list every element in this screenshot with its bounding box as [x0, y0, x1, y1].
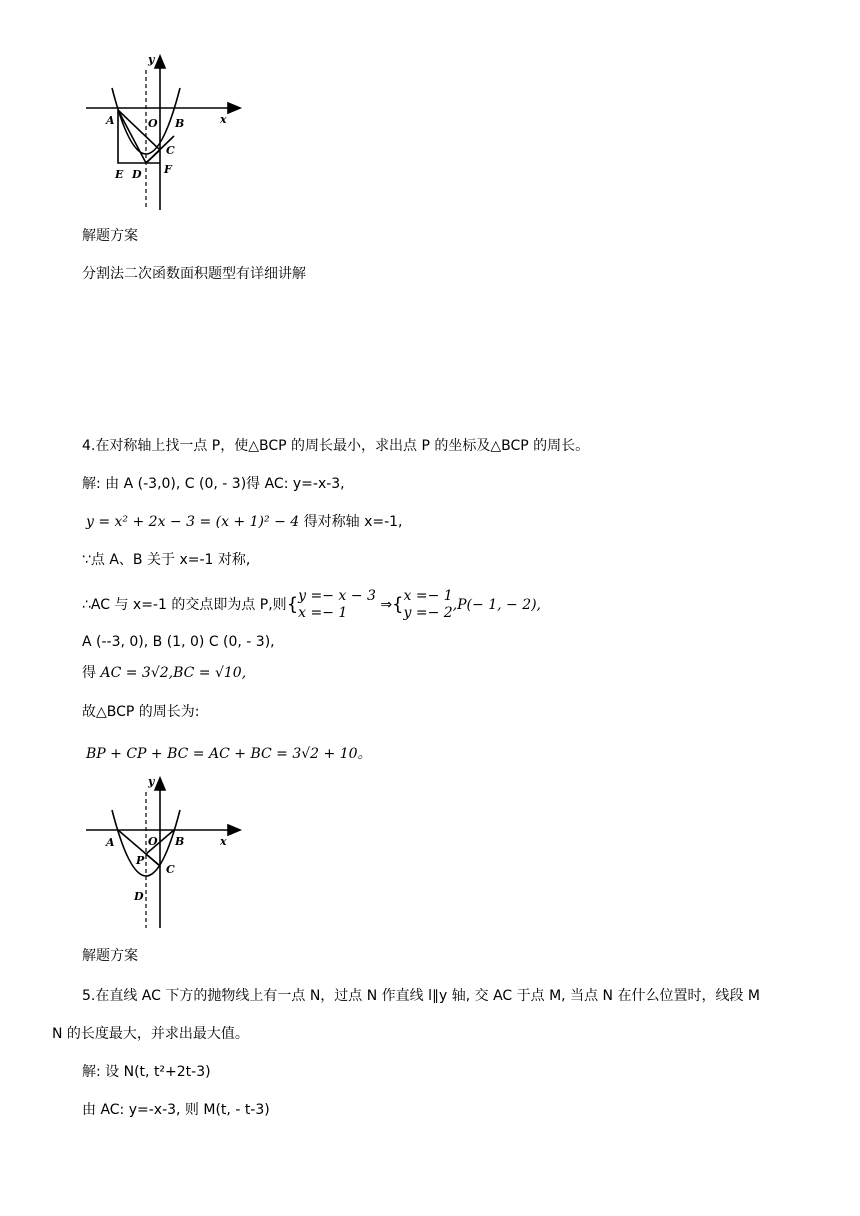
problem-4-title: 4.在对称轴上找一点 P，使△BCP 的周长最小，求出点 P 的坐标及△BCP 的周长。	[82, 438, 590, 454]
fig2-label-y: y	[148, 775, 155, 788]
fig2-label-o: O	[148, 835, 158, 848]
fig2-label-x: x	[220, 835, 227, 848]
solution-label-2: 解题方案	[82, 948, 138, 964]
fig1-label-o: O	[148, 117, 158, 130]
figure-1-parabola-diagram	[82, 50, 252, 220]
fig2-label-a: A	[106, 836, 115, 849]
step-4-prefix: ∴AC 与 x=-1 的交点即为点 P,则	[82, 597, 287, 613]
fig1-label-y: y	[148, 53, 155, 66]
system-1-row-2: x =− 1	[298, 605, 348, 621]
system-2-row-1: x =− 1	[403, 588, 453, 604]
problem-4-step-5: A (--3, 0), B (1, 0) C (0, - 3),	[82, 634, 275, 650]
problem-5-step-2: 由 AC: y=-x-3, 则 M(t, - t-3)	[82, 1102, 270, 1118]
problem-4-step-4: ∴AC 与 x=-1 的交点即为点 P,则{y =− x − 3 x =− 1 ⇒{x =− 1 y =− 2,P(− 1, − 2),	[82, 588, 542, 621]
fig1-label-b: B	[175, 117, 185, 130]
fig2-label-p: P	[136, 854, 145, 867]
system-2-row-2: y =− 2	[403, 605, 453, 621]
problem-4-step-6	[82, 663, 246, 683]
problem-4-step-8	[86, 744, 372, 764]
fig1-label-d: D	[132, 168, 142, 181]
problem-5-line-1: 5.在直线 AC 下方的抛物线上有一点 N，过点 N 作直线 l∥y 轴, 交 AC 于点 M, 当点 N 在什么位置时，线段 M	[82, 988, 760, 1004]
fig1-label-c: C	[166, 144, 175, 157]
axis-of-symmetry-text: 得对称轴 x=-1,	[299, 514, 403, 530]
point-p-coordinates: ,P(− 1, − 2),	[452, 597, 542, 613]
equation-system-1	[298, 588, 376, 622]
fig2-label-d: D	[134, 890, 144, 903]
lengths-ac-bc: AC = 3√2,BC = √10,	[100, 665, 247, 681]
fig1-label-a: A	[106, 114, 115, 127]
method-note: 分割法二次函数面积题型有详细讲解	[82, 266, 306, 282]
fig2-label-c: C	[166, 863, 175, 876]
equation-system-2	[404, 588, 453, 622]
problem-4-step-7: 故△BCP 的周长为:	[82, 704, 200, 720]
problem-5-line-2: N 的长度最大，并求出最大值。	[52, 1026, 249, 1042]
figure-2-parabola-diagram	[82, 772, 252, 932]
vertex-form-equation: y = x² + 2x − 3 = (x + 1)² − 4	[86, 514, 300, 530]
problem-4-step-1: 解: 由 A (-3,0), C (0, - 3)得 AC: y=-x-3,	[82, 476, 345, 492]
system-1-row-1: y =− x − 3	[298, 588, 376, 604]
fig1-label-x: x	[220, 113, 227, 126]
solution-label-1: 解题方案	[82, 228, 138, 244]
problem-4-step-3: ∵点 A、B 关于 x=-1 对称,	[82, 552, 251, 568]
fig1-label-e: E	[115, 168, 124, 181]
problem-4-step-2	[86, 512, 403, 532]
implies-symbol: ⇒	[380, 597, 393, 613]
perimeter-equation: BP + CP + BC = AC + BC = 3√2 + 10。	[86, 746, 372, 762]
problem-5-step-1: 解: 设 N(t, t²+2t-3)	[82, 1064, 211, 1080]
step-6-prefix: 得	[82, 665, 101, 681]
fig2-label-b: B	[175, 835, 185, 848]
fig1-label-f: F	[164, 163, 172, 176]
